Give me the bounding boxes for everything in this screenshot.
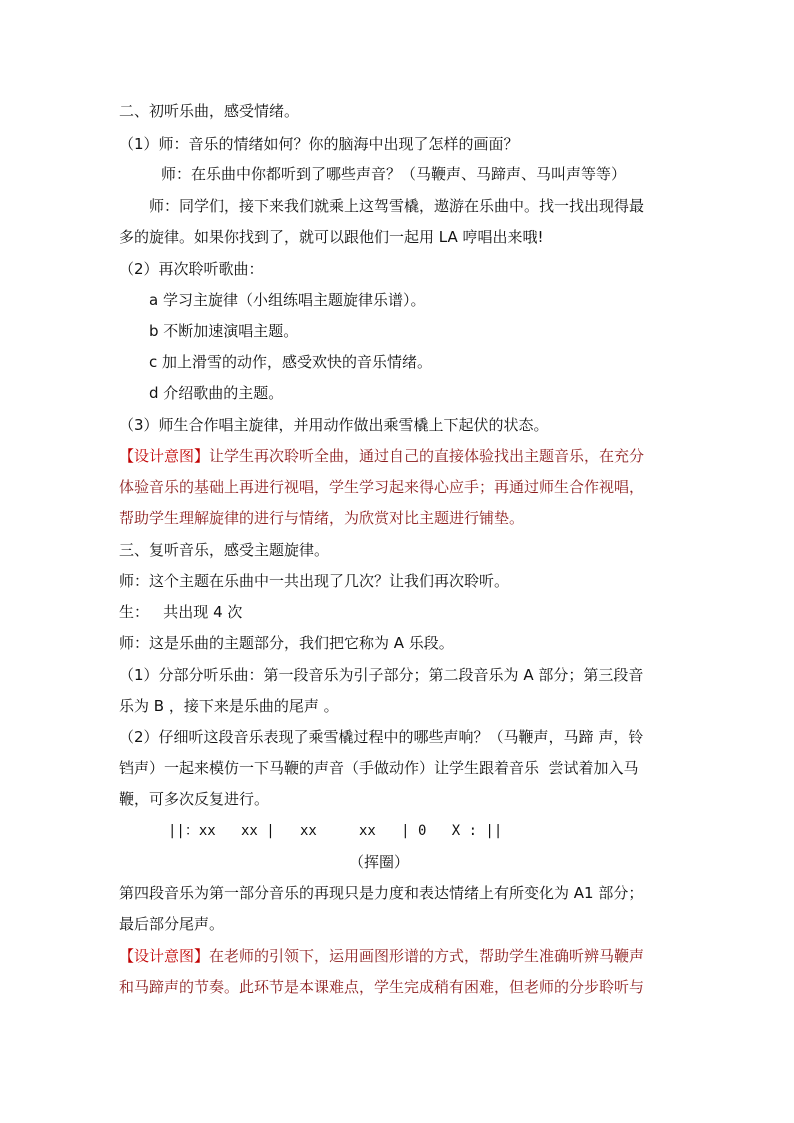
rhythm-notation: ||：xx xx | xx xx | 0 X : ||: [168, 823, 503, 839]
design-intent-2-tag: 【设计意图】: [119, 947, 210, 965]
design-intent-1-line-3: 帮助学生理解旋律的进行与情绪，为欣赏对比主题进行铺垫。: [119, 509, 525, 527]
paragraph-3-line-2: 铛声）一起来模仿一下马鞭的声音（手做动作）让学生跟着音乐 尝试着加入马: [119, 759, 639, 777]
section2-title: 二、初听乐曲，感受情绪。: [119, 102, 300, 120]
question-1: （1）师：音乐的情绪如何？你的脑海中出现了怎样的画面？: [119, 135, 519, 153]
paragraph-1-line-2: 多的旋律。如果你找到了，就可以跟他们一起用 LA 哼唱出来哦!: [119, 228, 544, 246]
design-intent-1-line-2: 体验音乐的基础上再进行视唱，学生学习起来得心应手；再通过师生合作视唱，: [119, 478, 645, 496]
teacher-line-1: 师：这个主题在乐曲中一共出现了几次？让我们再次聆听。: [119, 572, 510, 590]
paragraph-4-line-2: 最后部分尾声。: [119, 915, 225, 933]
question-2: （2）再次聆听歌曲：: [119, 260, 264, 278]
design-intent-1-text-1: 让学生再次聆听全曲，通过自己的直接体验找出主题音乐，在充分: [209, 447, 645, 465]
design-intent-1-line-1: [119, 446, 644, 466]
design-intent-2-text-1: 在老师的引领下，运用画图形谱的方式，帮助学生准确听辨马鞭声: [209, 947, 645, 965]
paragraph-4-line-1: 第四段音乐为第一部分音乐的再现只是力度和表达情绪上有所变化为 A1 部分；: [119, 884, 644, 902]
paragraph-3-line-3: 鞭，可多次反复进行。: [119, 790, 270, 808]
list-item-a: a 学习主旋律（小组练唱主题旋律乐谱）。: [149, 291, 426, 309]
list-item-d: d 介绍歌曲的主题。: [149, 384, 284, 402]
list-item-c: c 加上滑雪的动作，感受欢快的音乐情绪。: [149, 353, 433, 371]
question-1b: 师：在乐曲中你都听到了哪些声音？（马鞭声、马蹄声、马叫声等等）: [161, 165, 627, 183]
section3-title: 三、复听音乐，感受主题旋律。: [119, 541, 330, 559]
list-item-b: b 不断加速演唱主题。: [149, 322, 299, 340]
design-intent-1-tag: 【设计意图】: [119, 447, 210, 465]
paragraph-2-line-1: （1）分部分听乐曲：第一段音乐为引子部分；第二段音乐为 A 部分；第三段音: [119, 666, 644, 684]
paragraph-1-line-1: 师：同学们，接下来我们就乘上这驾雪橇，遨游在乐曲中。找一找出现得最: [149, 197, 645, 215]
paragraph-2-line-2: 乐为 B ，接下来是乐曲的尾声 。: [119, 697, 339, 715]
design-intent-2-line-1: [119, 946, 644, 966]
rhythm-note: （挥圈）: [349, 853, 410, 871]
question-3: （3）师生合作唱主旋律，并用动作做出乘雪橇上下起伏的状态。: [119, 416, 549, 434]
teacher-line-2: 师：这是乐曲的主题部分，我们把它称为 A 乐段。: [119, 634, 454, 652]
student-line-1: 生： 共出现 4 次: [119, 603, 243, 621]
design-intent-2-line-2: 和马蹄声的节奏。此环节是本课难点，学生完成稍有困难，但老师的分步聆听与: [119, 978, 645, 996]
paragraph-3-line-1: （2）仔细听这段音乐表现了乘雪橇过程中的哪些声响？（马鞭声，马蹄 声，铃: [119, 728, 644, 746]
